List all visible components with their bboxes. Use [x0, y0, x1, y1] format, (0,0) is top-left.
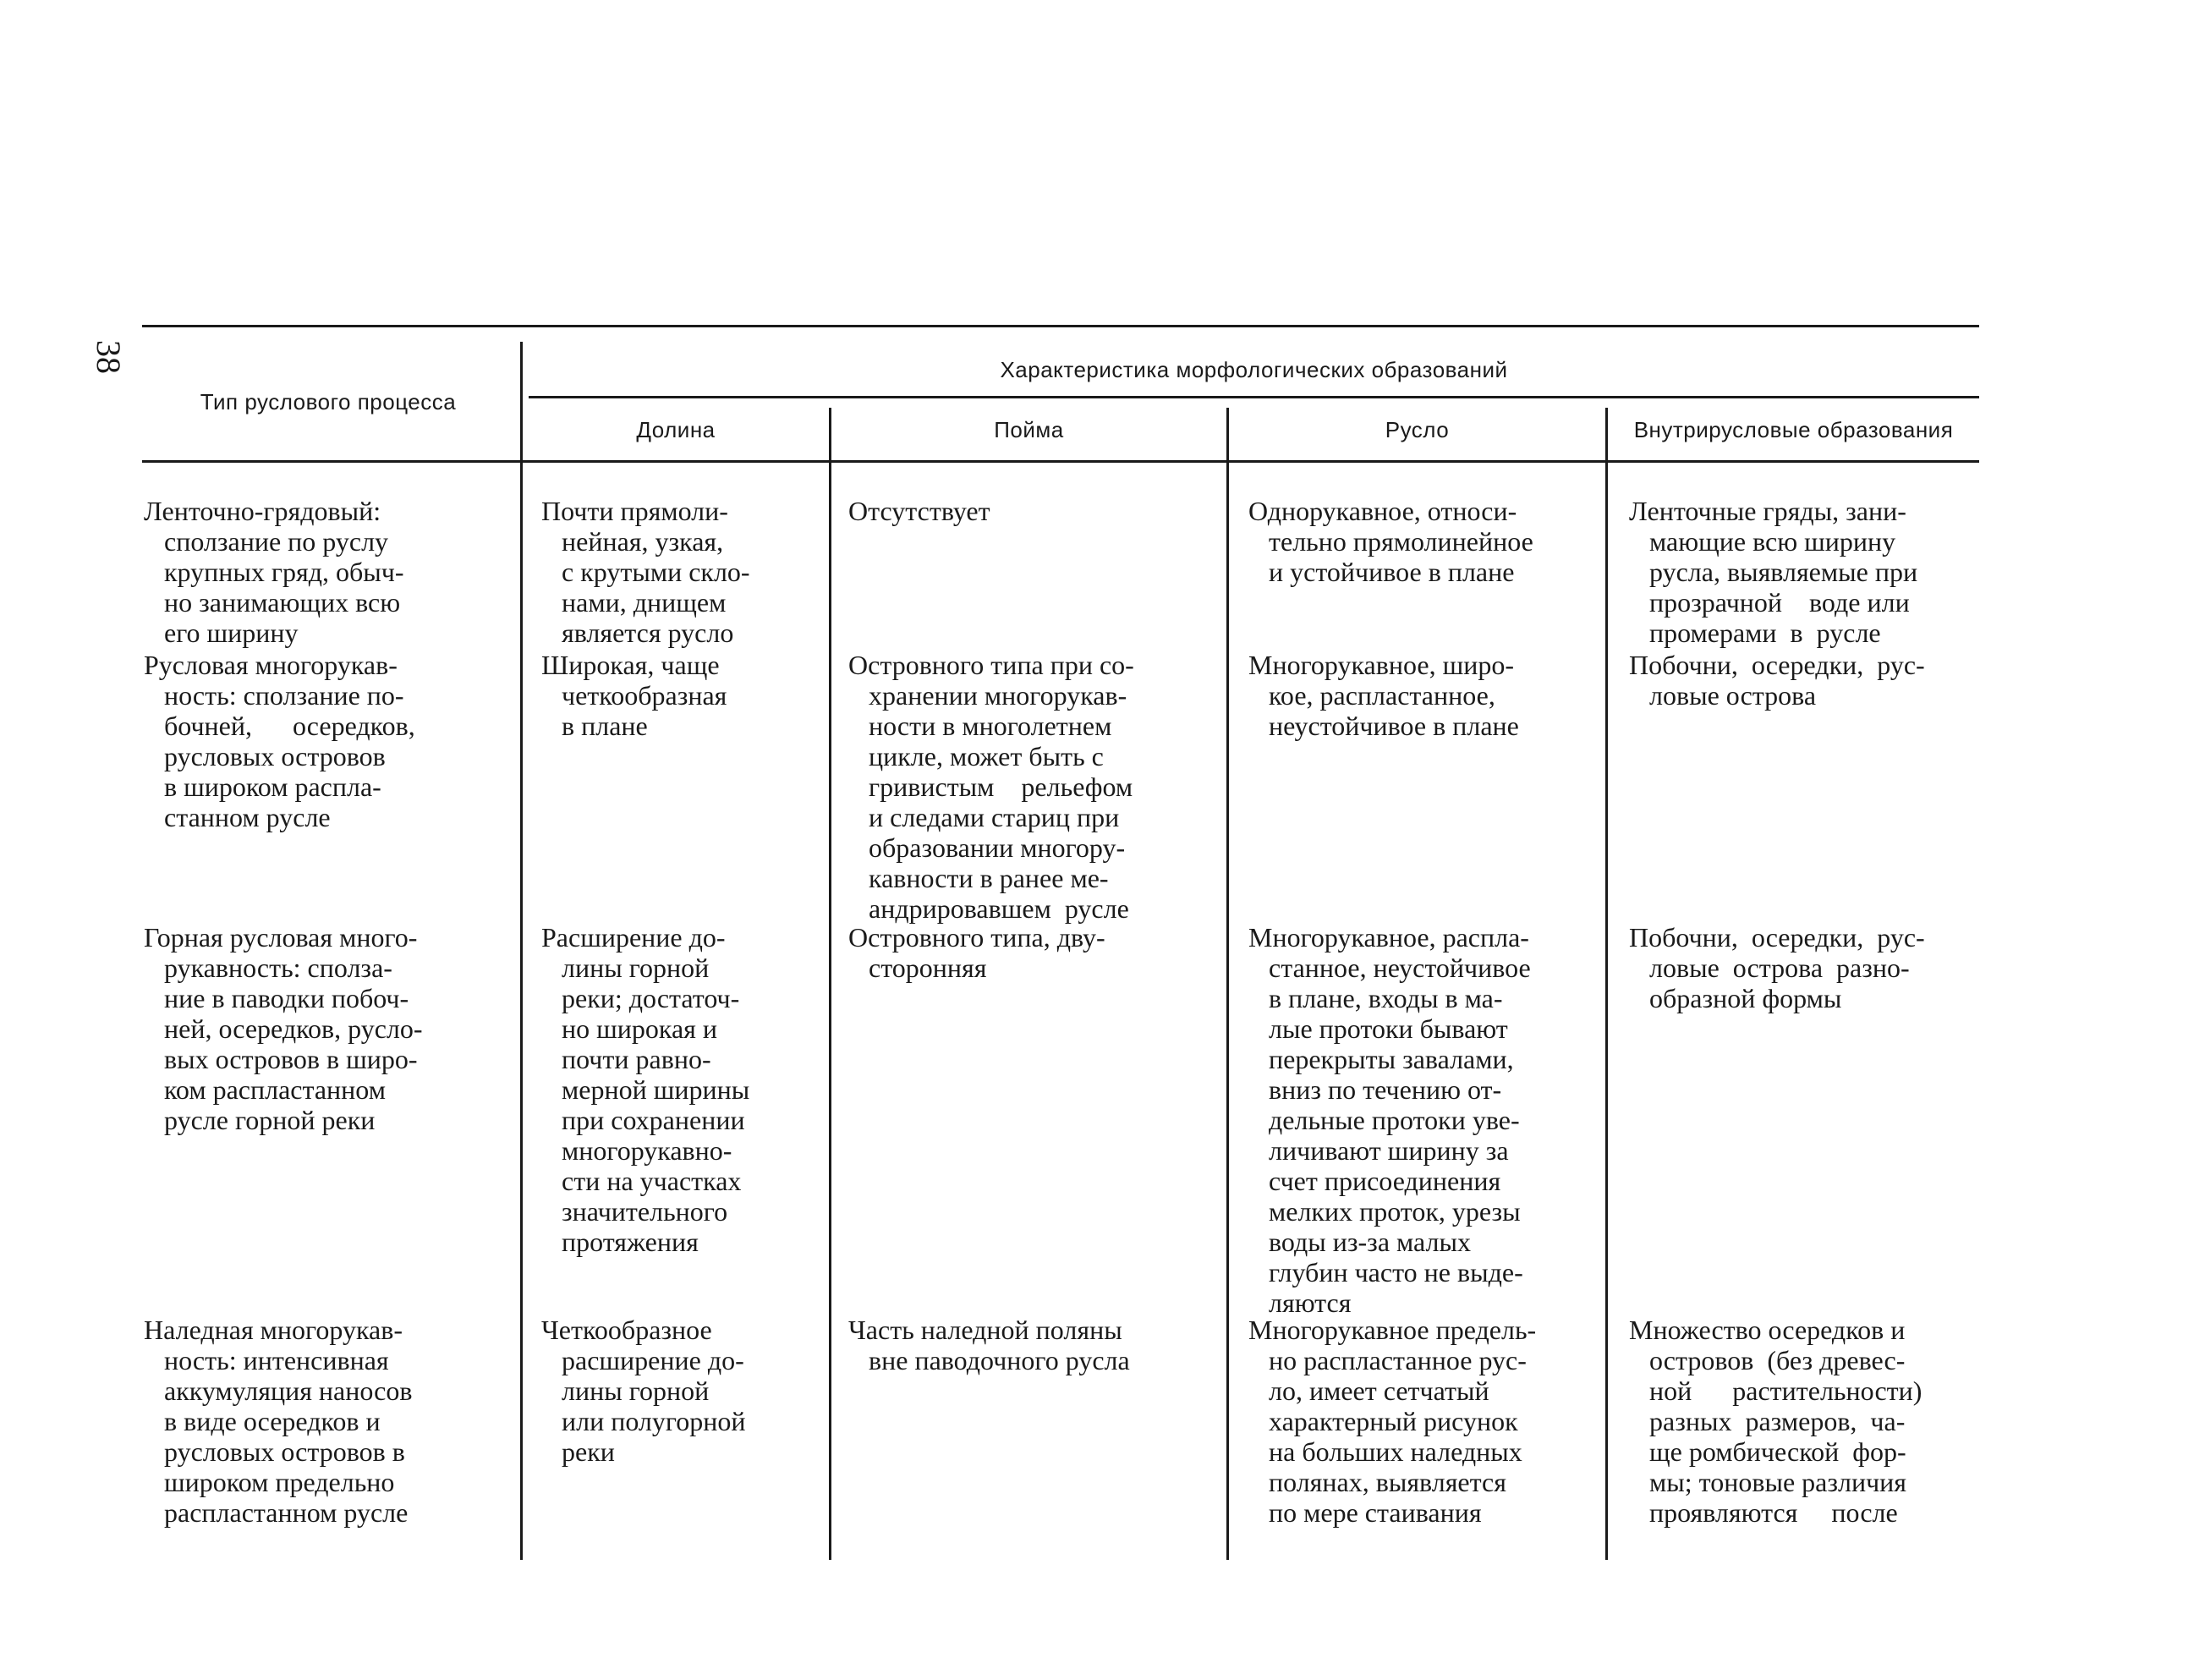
row4-inchannel-forms: Множество осередков и островов (без древес- ной растительности) разных размеров, ча- ще ромбической фор- мы; тоновые различия проявляются после — [1629, 1315, 1922, 1528]
row1-process-type: Ленточно-грядовый: сползание по руслу крупных гряд, обыч- но занимающих всю его ширину — [144, 496, 404, 648]
header-valley: Долина — [636, 417, 716, 442]
header-bottom-rule — [142, 460, 1979, 463]
header-inchannel-forms: Внутрирусловые образования — [1633, 417, 1954, 442]
row4-valley: Четкообразное расширение до- лины горной или полугорной реки — [541, 1315, 746, 1467]
row3-channel: Многорукавное, распла- станное, неустойчивое в плане, входы в ма- лые протоки бывают перекрыты завалами, вниз по течению от- дельные протоки уве- личивают ширину за счет присоединения мелких проток, урезы воды из-за малых глубин часто не выде- ляются — [1248, 922, 1531, 1318]
row2-inchannel-forms: Побочни, осередки, рус- ловые острова — [1629, 650, 1925, 711]
row4-channel: Многорукавное предель- но распластанное рус- ло, имеет сетчатый характерный рисунок на больших наледных полянах, выявляется по мере стаивания — [1248, 1315, 1537, 1528]
row1-inchannel-forms: Ленточные гряды, зани- мающие всю ширину русла, выявляемые при прозрачной воде или промерами в русле — [1629, 496, 1918, 648]
column-divider-4 — [1605, 408, 1608, 1560]
row3-inchannel-forms: Побочни, осередки, рус- ловые острова разно- образной формы — [1629, 922, 1925, 1013]
page-number: 38 — [90, 340, 128, 374]
row4-floodplain: Часть наледной поляны вне паводочного русла — [848, 1315, 1130, 1375]
table-top-rule — [142, 325, 1979, 327]
column-divider-1 — [520, 342, 523, 1560]
row2-channel: Многорукавное, широ- кое, распластанное, неустойчивое в плане — [1248, 650, 1519, 741]
row3-floodplain: Островного типа, дву- сторонняя — [848, 922, 1105, 983]
row2-process-type: Русловая многорукав- ность: сползание по- бочней, осередков, русловых островов в широком распла- станном русле — [144, 650, 415, 832]
group-header-rule — [529, 396, 1979, 398]
row4-process-type: Наледная многорукав- ность: интенсивная аккумуляция наносов в виде осередков и русловых островов в широком предельно распластанном русле — [144, 1315, 413, 1528]
row1-valley: Почти прямоли- нейная, узкая, с крутыми скло- нами, днищем является русло — [541, 496, 750, 648]
header-morphology-group: Характеристика морфологических образований — [1000, 357, 1508, 382]
row2-valley: Широкая, чаще четкообразная в плане — [541, 650, 727, 741]
header-floodplain: Пойма — [994, 417, 1064, 442]
row2-floodplain: Островного типа при со- хранении многорукав- ности в многолетнем цикле, может быть с гривистым рельефом и следами стариц при образовании многору- кавности в ранее ме- андрировавшем русле — [848, 650, 1134, 924]
header-channel: Русло — [1385, 417, 1450, 442]
row3-valley: Расширение до- лины горной реки; достаточ- но широкая и почти равно- мерной ширины при сохранении многорукавно- сти на участках значительного протяжения — [541, 922, 750, 1257]
row3-process-type: Горная русловая много- рукавность: сполза- ние в паводки побоч- ней, осередков, русло- вых островов в широ- ком распластанном русле горной реки — [144, 922, 423, 1135]
header-process-type: Тип руслового процесса — [200, 389, 457, 415]
column-divider-2 — [829, 408, 831, 1560]
row1-channel: Однорукавное, относи- тельно прямолинейное и устойчивое в плане — [1248, 496, 1533, 587]
column-divider-3 — [1226, 408, 1229, 1560]
row1-floodplain: Отсутствует — [848, 496, 990, 526]
